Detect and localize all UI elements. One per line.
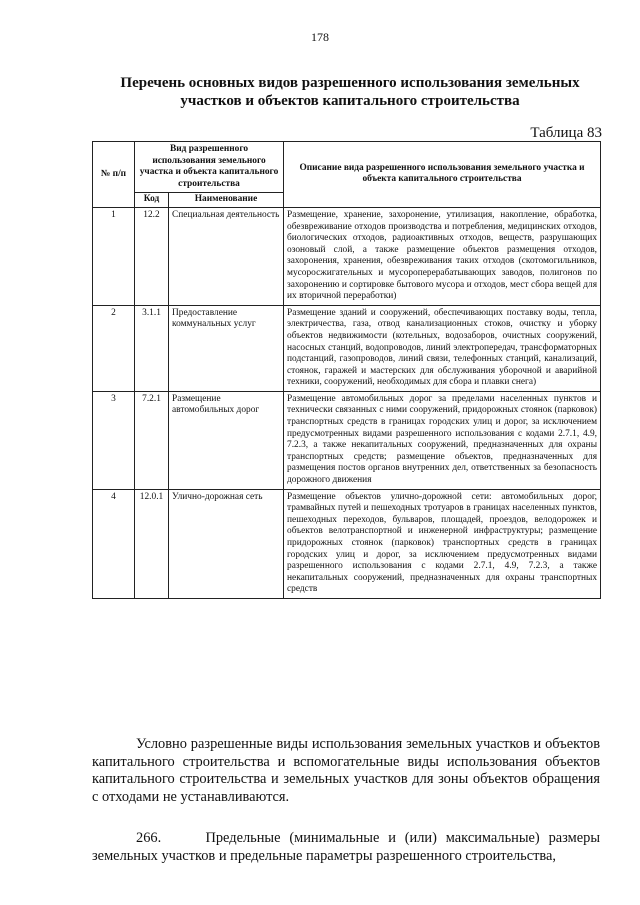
- row-desc: Размещение, хранение, захоронение, утилизация, накопление, обработка, обезвреживание отходов производства и потребления, медицинских отходов, биологических отходов, радиоактивных отходов, веществ, разрушающих озоновый слой, а также размещение объектов размещения отходов, захоронения, хранения, обезвреживания таких отходов (скотомогильников, мусоросжигательных и мусороперерабатывающих заводов, полигонов по захоронению и сортировке бытового мусора и отходов, мест сбора вещей для их вторичной переработки): [284, 207, 601, 305]
- table-row: [93, 489, 601, 598]
- row-num: 2: [93, 305, 135, 391]
- land-use-table: [92, 141, 601, 599]
- row-desc: Размещение объектов улично-дорожной сети: автомобильных дорог, трамвайных путей и пешеходных тротуаров в границах населенных пунктов, пешеходных переходов, бульваров, площадей, проездов, велодорожек и объектов велотранспортной и инженерной инфраструктуры; размещение придорожных стоянок (парковок) транспортных средств в границах городских улиц и дорог, за исключением предусмотренных видами разрешенного использования с кодами 2.7.1, 4.9, 7.2.3, а также некапитальных сооружений, предназначенных для охраны транспортных средств: [284, 489, 601, 598]
- header-num: № п/п: [93, 142, 135, 208]
- paragraph-conditional-uses: Условно разрешенные виды использования земельных участков и объектов капитального строительства и вспомогательные виды использования объектов капитального строительства и земельных участков для зоны объектов обращения с отходами не устанавливаются.: [92, 736, 600, 805]
- header-desc: Описание вида разрешенного использования земельного участка и объекта капитального строительства: [284, 142, 601, 208]
- table-row: [93, 207, 601, 305]
- row-code: 3.1.1: [135, 305, 169, 391]
- row-name: Улично-дорожная сеть: [169, 489, 284, 598]
- row-code: 12.2: [135, 207, 169, 305]
- header-name: Наименование: [169, 193, 284, 208]
- table-row: [93, 391, 601, 489]
- row-num: 4: [93, 489, 135, 598]
- row-code: 12.0.1: [135, 489, 169, 598]
- table-label: Таблица 83: [530, 125, 602, 141]
- row-name: Предоставление коммунальных услуг: [169, 305, 284, 391]
- header-code: Код: [135, 193, 169, 208]
- document-title: Перечень основных видов разрешенного использования земельных участков и объектов капитального строительства: [120, 75, 580, 109]
- table-row: [93, 305, 601, 391]
- row-desc: Размещение зданий и сооружений, обеспечивающих поставку воды, тепла, электричества, газа, отвод канализационных стоков, очистку и уборку объектов недвижимости (котельных, водозаборов, очистных сооружений, насосных станций, водопроводов, линий электропередач, трансформаторных подстанций, газопроводов, линий связи, телефонных станций, канализаций, стоянок, гаражей и мастерских для обслуживания уборочной и аварийной техники, сооружений, необходимых для сбора и плавки снега): [284, 305, 601, 391]
- row-num: 3: [93, 391, 135, 489]
- row-name: Размещение автомобильных дорог: [169, 391, 284, 489]
- header-kind: Вид разрешенного использования земельного участка и объекта капитального строительства: [135, 142, 284, 193]
- row-desc: Размещение автомобильных дорог за пределами населенных пунктов и технически связанных с ними сооружений, придорожных стоянок (парковок) транспортных средств в границах городских улиц и дорог, за исключением предусмотренных видами разрешенного использования с кодами 2.7.1, 4.9, 7.2.3, а также некапитальных сооружений, предназначенных для охраны транспортных средств; размещение объектов, предназначенных для размещения постов органов внутренних дел, ответственных за безопасность дорожного движения: [284, 391, 601, 489]
- paragraph-266: 266. Предельные (минимальные и (или) максимальные) размеры земельных участков и предельные параметры разрешенного строительства,: [92, 830, 604, 864]
- row-num: 1: [93, 207, 135, 305]
- row-name: Специальная деятельность: [169, 207, 284, 305]
- page-number: 178: [311, 30, 329, 44]
- row-code: 7.2.1: [135, 391, 169, 489]
